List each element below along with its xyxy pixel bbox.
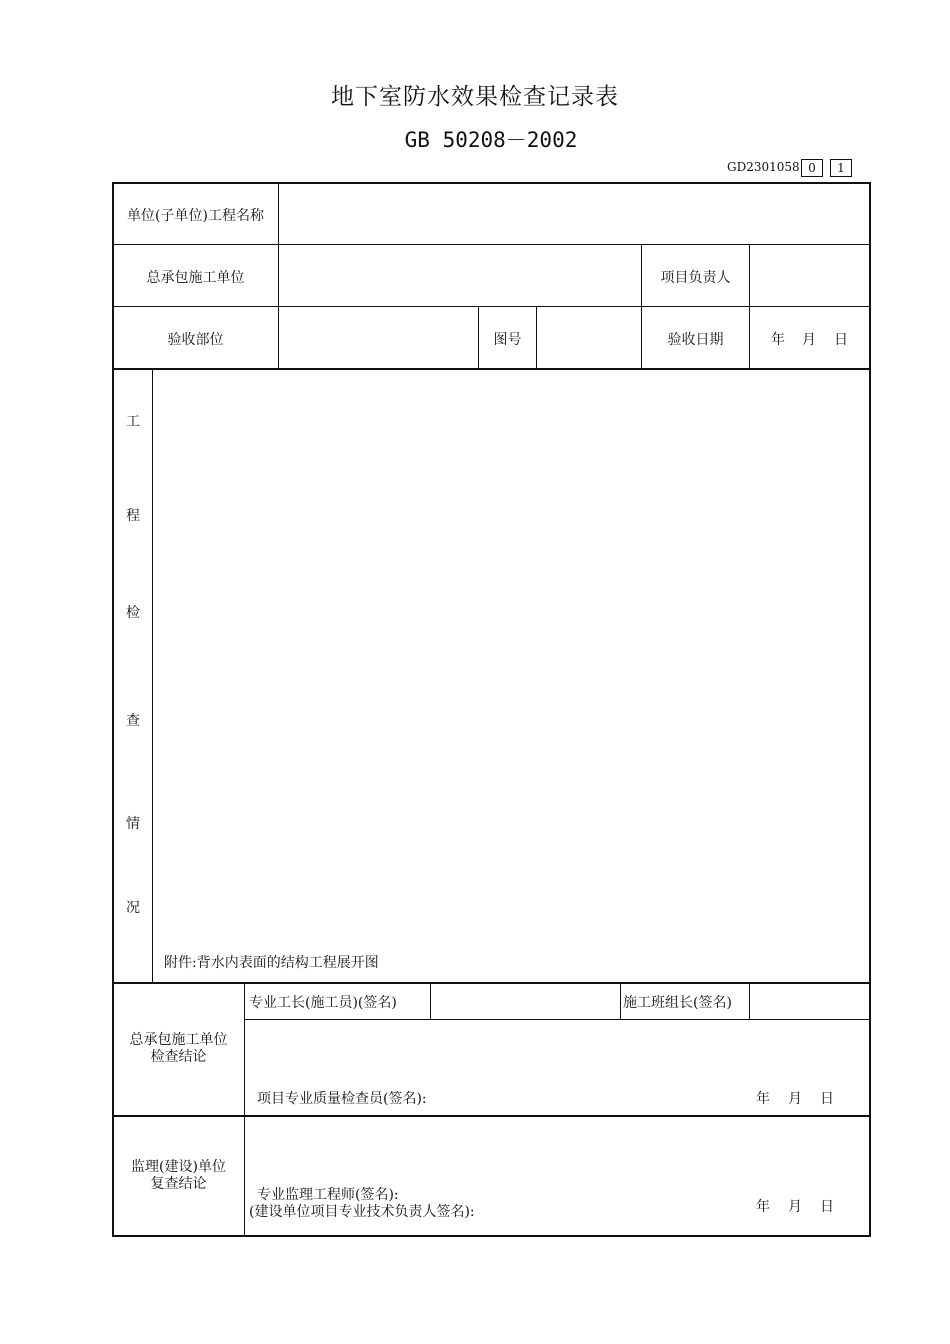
date-day: 日 [834, 332, 848, 348]
project-name-field[interactable] [280, 184, 868, 243]
col-divider [278, 182, 279, 369]
col-divider [244, 982, 245, 1236]
col-divider [430, 982, 431, 1020]
contractor-day: 日 [820, 1091, 834, 1107]
col-divider [641, 244, 642, 369]
date-year: 年 [771, 332, 785, 348]
col-divider [536, 306, 537, 369]
row-divider [244, 1019, 870, 1020]
row-divider [112, 244, 870, 245]
part-field[interactable] [280, 308, 477, 367]
supervision-conclusion-label-line1: 监理(建设)单位 [131, 1159, 226, 1175]
supervision-day: 日 [820, 1199, 834, 1215]
supervision-month: 月 [788, 1199, 802, 1215]
owner-label: (建设单位项目专业技术负责人签名): [249, 1204, 475, 1220]
vertical-label-char: 况 [126, 900, 140, 916]
contractor-conclusion-field[interactable] [246, 1021, 868, 1081]
col-divider [152, 368, 153, 983]
date-month: 月 [802, 332, 816, 348]
vertical-label-char: 检 [126, 605, 140, 621]
drawing-label: 图号 [493, 332, 522, 348]
foreman-label: 专业工长(施工员)(签名) [249, 995, 397, 1011]
contractor-conclusion-label-line1: 总承包施工单位 [129, 1032, 228, 1048]
drawing-field[interactable] [538, 308, 640, 367]
attachment-note: 附件:背水内表面的结构工程展开图 [164, 955, 379, 971]
form-code-box-1: 0 [801, 159, 823, 177]
contractor-conclusion-label-line2: 检查结论 [150, 1049, 207, 1065]
contractor-field[interactable] [280, 246, 640, 305]
project-name-label: 单位(子单位)工程名称 [127, 208, 264, 224]
contractor-label: 总承包施工单位 [146, 270, 245, 286]
vertical-label-char: 情 [126, 816, 140, 832]
table-border-right [869, 182, 871, 1237]
part-label: 验收部位 [167, 332, 224, 348]
form-code-box-2: 1 [830, 159, 852, 177]
manager-field[interactable] [751, 246, 868, 305]
contractor-month: 月 [788, 1091, 802, 1107]
vertical-label-char: 工 [126, 414, 140, 430]
standard-code: GB 50208－2002 [404, 128, 578, 152]
engineer-label: 专业监理工程师(签名): [257, 1187, 399, 1203]
contractor-year: 年 [756, 1091, 770, 1107]
contractor-conclusion-label [113, 1032, 244, 1066]
page-title: 地下室防水效果检查记录表 [331, 84, 619, 110]
col-divider [620, 982, 621, 1020]
manager-label: 项目负责人 [660, 270, 731, 286]
col-divider [749, 982, 750, 1020]
date-label: 验收日期 [667, 332, 724, 348]
team-leader-label: 施工班组长(签名) [623, 995, 732, 1011]
team-leader-signature-field[interactable] [751, 984, 868, 1018]
supervision-conclusion-label [113, 1159, 244, 1193]
supervision-conclusion-label-line2: 复查结论 [150, 1176, 207, 1192]
inspection-content-area[interactable] [154, 370, 868, 940]
supervision-conclusion-field[interactable] [246, 1117, 868, 1182]
inspector-label: 项目专业质量检查员(签名): [257, 1091, 427, 1107]
supervision-year: 年 [756, 1199, 770, 1215]
form-code: GD2301058 [727, 160, 800, 174]
foreman-signature-field[interactable] [432, 984, 619, 1018]
row-divider [112, 306, 870, 307]
table-border-bottom [112, 1235, 871, 1237]
vertical-label-char: 查 [126, 713, 140, 729]
vertical-label-char: 程 [126, 508, 140, 524]
col-divider [749, 244, 750, 369]
